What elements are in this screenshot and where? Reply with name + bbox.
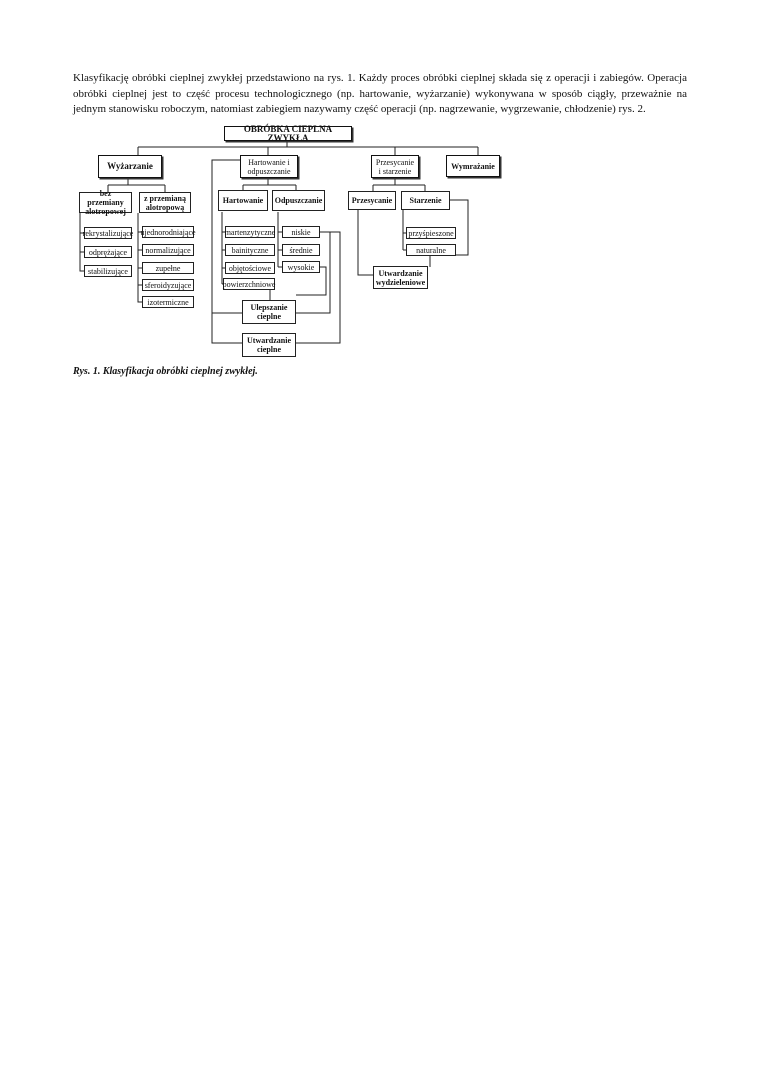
node-naturalne: naturalne	[406, 244, 456, 256]
node-hartowanie: Hartowanie	[218, 190, 268, 211]
node-zupelne: zupełne	[142, 262, 194, 274]
node-odprezajace: odprężające	[84, 246, 132, 258]
node-wymrazanie: Wymrażanie	[446, 155, 500, 177]
figure-caption: Rys. 1. Klasyfikacja obróbki cieplnej zwykłej.	[73, 366, 258, 377]
node-z-przemiana: z przemianą alotropową	[139, 192, 191, 213]
node-ujednorodniajace: ujednorodniające	[140, 227, 196, 237]
node-martenzytyczne: martenzytyczne	[224, 227, 276, 237]
node-przesycanie: Przesycanie	[348, 191, 396, 210]
node-sferoidyzujace: sferoidyzujące	[142, 279, 194, 291]
intro-paragraph: Klasyfikację obróbki cieplnej zwykłej przedstawiono na rys. 1. Każdy proces obróbki cieplnej składa się z operacji i zabiegów. Operacja obróbki cieplnej jest to część procesu technologicznego (np. hartowanie, wyżarzanie) wykonywana w sposób ciągły, przeważnie na jednym stanowisku roboczym, natomiast zabiegiem nazywamy część operacji (np. nagrzewanie, wygrzewanie, chłodzenie) rys. 2.	[73, 72, 687, 115]
node-bez-przemiany: bez przemiany alotropowej	[79, 192, 132, 213]
node-hartowanie-i-odpuszczanie: Hartowanie i odpuszczanie	[240, 155, 298, 178]
node-odpuszczanie: Odpuszczanie	[272, 190, 325, 211]
node-izotermiczne: izotermiczne	[142, 296, 194, 308]
node-srednie: średnie	[282, 244, 320, 256]
node-rekrystalizujace: rekrystalizujące	[82, 228, 134, 238]
node-bainityczne: bainityczne	[225, 244, 275, 256]
node-stabilizujace: stabilizujące	[84, 265, 132, 277]
node-przesycanie-i-starzenie: Przesycanie i starzenie	[371, 155, 419, 178]
node-normalizujace: normalizujące	[142, 244, 194, 256]
node-wyzarzanie: Wyżarzanie	[98, 155, 162, 178]
node-objetosciowe: objętościowe	[225, 262, 275, 274]
node-przyspieszone: przyśpieszone	[406, 227, 456, 239]
node-utwardzanie-wydzieleniowe: Utwardzanie wydzieleniowe	[373, 266, 428, 289]
node-powierzchniowe: powierzchniowe	[222, 279, 276, 289]
node-starzenie: Starzenie	[401, 191, 450, 210]
node-utwardzanie-cieplne: Utwardzanie cieplne	[242, 333, 296, 357]
node-ulepszanie-cieplne: Ulepszanie cieplne	[242, 300, 296, 324]
node-niskie: niskie	[282, 226, 320, 238]
node-root: OBRÓBKA CIEPLNA ZWYKŁA	[224, 126, 352, 141]
node-wysokie: wysokie	[282, 261, 320, 273]
